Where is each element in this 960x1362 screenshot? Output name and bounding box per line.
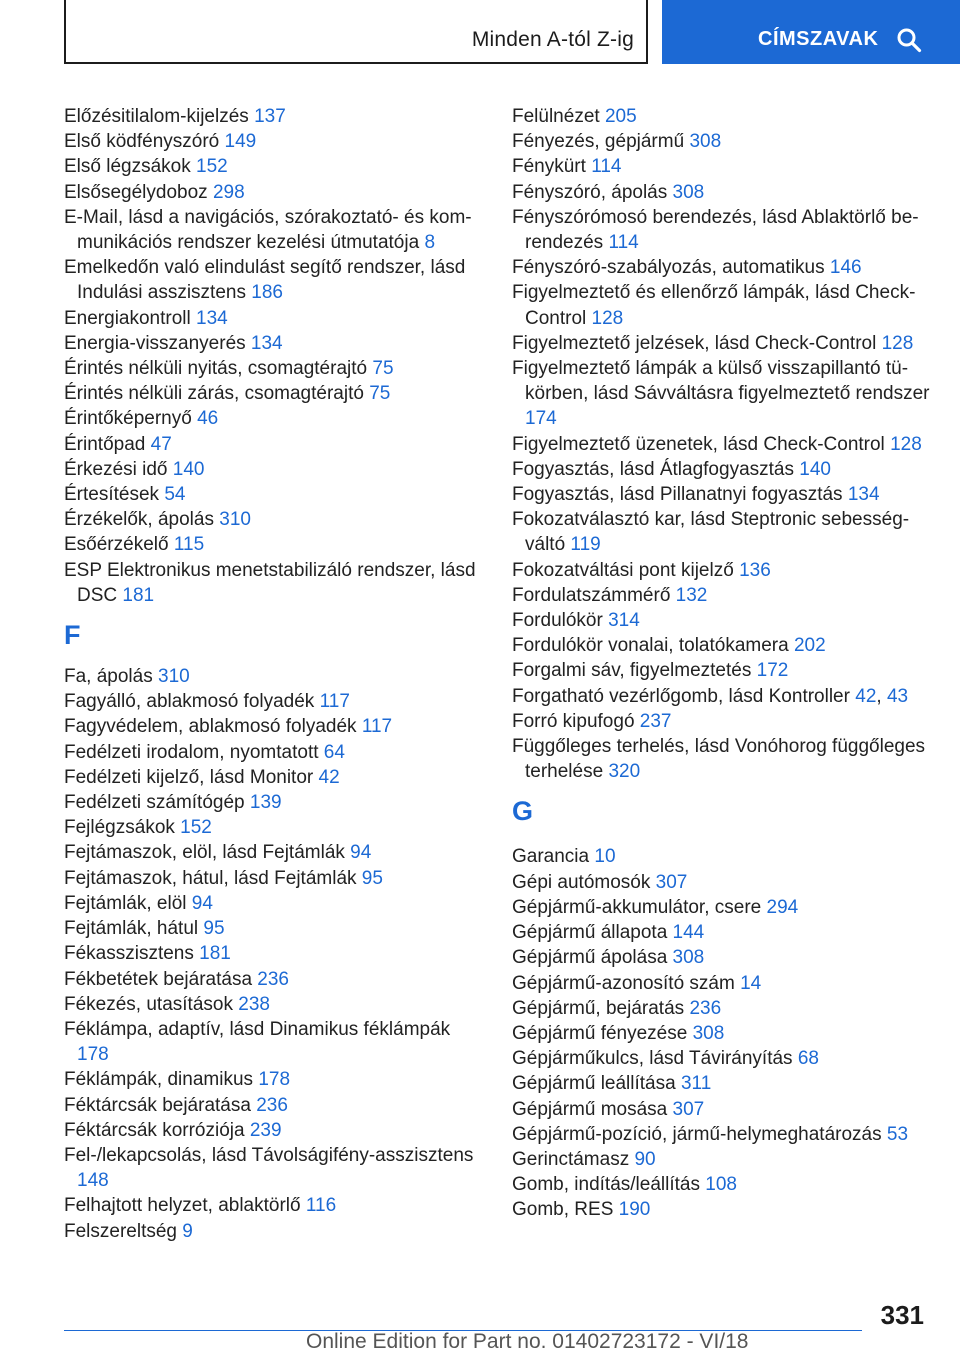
index-entry [64, 356, 484, 381]
page-reference-link[interactable]: 148 [77, 1170, 109, 1192]
index-entry [512, 658, 932, 683]
index-term: Előzésitilalom-kijelzés [64, 106, 249, 127]
index-entry [512, 1071, 932, 1096]
index-entry [512, 180, 932, 205]
index-term: Gépjármű-pozíció, jármű-helymeghatározás [512, 1123, 882, 1145]
page-reference-link[interactable]: 94 [191, 892, 213, 914]
index-entry [512, 432, 932, 457]
index-term: Felhajtott helyzet, ablaktörlő [64, 1195, 301, 1217]
page-reference-link[interactable]: 307 [672, 1098, 705, 1120]
page-reference-link[interactable]: 137 [254, 106, 286, 127]
index-entry [512, 558, 932, 583]
page-reference-link[interactable]: 144 [672, 922, 705, 944]
index-entry [512, 129, 932, 154]
index-entry [512, 608, 932, 633]
index-term: Fejtámlák, elöl [64, 892, 187, 914]
page-reference-link[interactable]: 114 [608, 232, 639, 254]
page-reference-link[interactable]: 238 [238, 993, 270, 1015]
entry-list-f-continued [512, 104, 932, 784]
page-reference-link[interactable]: 237 [639, 710, 672, 732]
index-term: Fékasszisztens [64, 943, 194, 965]
index-term: Fejtámlák, hátul [64, 918, 199, 940]
index-term: Gépjármű ápolása [512, 947, 668, 969]
index-entry: Forgatható vezérlőgomb, lásd Kontroller 42, 43 [512, 685, 909, 707]
index-term: Fel-/lekapcsolás, lásd Távolságifény-asszisztens [64, 1144, 474, 1166]
index-column-left [64, 104, 484, 1244]
index-term: Értesítések [64, 484, 160, 506]
page-reference-link[interactable]: 14 [740, 972, 762, 994]
index-entry [512, 507, 932, 557]
page-reference-link[interactable]: 47 [150, 433, 172, 455]
index-entry [64, 1143, 484, 1193]
page-reference-link[interactable]: 117 [361, 716, 393, 738]
index-term: Figyelmeztető és ellenőrző lámpák, lásd Check-Control [512, 282, 916, 329]
page-reference-link[interactable]: 108 [705, 1174, 737, 1196]
index-term: Fedélzeti kijelző, lásd Monitor [64, 766, 314, 788]
index-entry [64, 992, 484, 1017]
index-entry [64, 1093, 484, 1118]
index-term: Fényszóró-szabályozás, automatikus [512, 257, 825, 279]
index-term: Fényszóró, ápolás [512, 181, 668, 203]
page-reference-link[interactable]: 116 [305, 1195, 337, 1217]
index-entry [64, 104, 484, 129]
index-entry [64, 1017, 484, 1067]
index-entry [64, 154, 484, 179]
index-term: Fokozatváltási pont kijelző [512, 559, 734, 581]
index-term: Fejtámaszok, hátul, lásd Fejtámlák [64, 867, 357, 889]
search-icon[interactable] [896, 27, 922, 53]
index-entry [64, 507, 484, 532]
index-term: Féklámpák, dinamikus [64, 1069, 254, 1091]
index-entry [512, 1122, 932, 1147]
page-reference-link[interactable]: 308 [689, 131, 722, 153]
index-entry [64, 891, 484, 916]
page-reference-link[interactable]: 186 [251, 282, 283, 304]
index-term: Felszereltség [64, 1220, 177, 1242]
index-term: Gépjárműkulcs, lásd Távirányítás [512, 1048, 793, 1070]
page-reference-link[interactable]: 178 [77, 1044, 109, 1066]
index-entry [64, 941, 484, 966]
index-term: Első ködfényszóró [64, 131, 220, 153]
index-entry [512, 104, 932, 129]
page-reference-link[interactable]: 308 [672, 947, 705, 969]
index-term: Első légzsákok [64, 156, 191, 178]
page-reference-link[interactable]: 205 [604, 106, 637, 127]
index-entry [512, 996, 932, 1021]
index-entry [512, 1097, 932, 1122]
index-entry [64, 432, 484, 457]
index-term: Gépjármű, bejáratás [512, 997, 685, 1019]
index-term: Energia-visszanyerés [64, 332, 246, 354]
index-entry [512, 482, 932, 507]
index-term: Fényezés, gépjármű [512, 131, 685, 153]
index-entry [512, 331, 932, 356]
page-reference-link[interactable]: 140 [799, 458, 831, 480]
index-entry [64, 406, 484, 431]
page-reference-link[interactable]: 181 [199, 943, 231, 965]
index-entry [64, 532, 484, 557]
index-term: Figyelmeztető jelzések, lásd Check-Control [512, 332, 877, 354]
index-term: Gépjármű mosása [512, 1098, 668, 1120]
index-term: Fogyasztás, lásd Átlagfogyasztás [512, 458, 794, 480]
page-reference-link[interactable]: 8 [424, 232, 436, 254]
page-reference-link[interactable]: 202 [793, 635, 826, 657]
page-reference-link[interactable]: 239 [249, 1119, 282, 1141]
page-reference-link[interactable]: 95 [203, 918, 225, 940]
page-reference-link[interactable]: 46 [197, 408, 219, 430]
page-reference-link[interactable]: 172 [756, 660, 789, 682]
index-entry [512, 205, 932, 255]
keywords-tab-label: CÍMSZAVAK [758, 28, 879, 50]
page-reference-link[interactable]: 190 [618, 1199, 651, 1221]
index-entry [512, 1197, 932, 1222]
page-reference-link[interactable]: 128 [881, 332, 914, 354]
page-reference-link[interactable]: 174 [525, 408, 557, 430]
page-reference-link[interactable]: 140 [172, 458, 205, 480]
index-term: Felülnézet [512, 106, 600, 127]
index-term: Gépjármű leállítása [512, 1073, 676, 1095]
page-reference-link[interactable]: 95 [361, 867, 383, 889]
page-reference-link[interactable]: 236 [689, 997, 722, 1019]
keywords-tab[interactable] [662, 0, 960, 64]
index-entry [512, 255, 932, 280]
index-entry [64, 1193, 484, 1218]
index-entry [64, 306, 484, 331]
page-reference-link[interactable]: 75 [369, 383, 391, 405]
index-term: Fénykürt [512, 156, 586, 178]
index-term: Gépjármű fényezése [512, 1022, 688, 1044]
index-entry [64, 689, 484, 714]
index-term: Fagyálló, ablakmosó folyadék [64, 691, 315, 713]
page-reference-link[interactable]: 134 [196, 307, 228, 329]
index-entry [64, 866, 484, 891]
index-term: Emelkedőn való elindulást segítő rendszer, lásd Indulási asszisztens [64, 257, 466, 304]
page-reference-link[interactable]: 117 [319, 691, 350, 713]
index-term: Forró kipufogó [512, 710, 635, 732]
index-term: Féktárcsák korróziója [64, 1119, 245, 1141]
page-reference-link[interactable]: 68 [797, 1048, 819, 1070]
page-reference-link[interactable]: 9 [182, 1220, 193, 1242]
index-entry [64, 205, 484, 255]
index-entry [64, 255, 484, 305]
page-reference-link[interactable]: 310 [219, 509, 251, 531]
page-reference-link[interactable]: 114 [591, 156, 622, 178]
index-term: Érzékelők, ápolás [64, 509, 214, 531]
index-term: Fogyasztás, lásd Pillanatnyi fogyasztás [512, 484, 843, 506]
index-entry [64, 1219, 484, 1244]
index-term: Fokozatválasztó kar, lásd Steptronic sebességváltó [512, 509, 910, 556]
index-entry [512, 457, 932, 482]
index-term: Gomb, indítás/leállítás [512, 1174, 700, 1196]
index-entry [512, 1172, 932, 1197]
index-term: Figyelmeztető lámpák a külső visszapillantó tükörben, lásd Sávváltásra figyelmeztető rendszer [512, 358, 930, 405]
page-reference-link[interactable]: 314 [608, 610, 640, 632]
index-term: Energiakontroll [64, 307, 191, 329]
index-entry [64, 331, 484, 356]
index-entry [64, 129, 484, 154]
index-term: Fejtámaszok, elöl, lásd Fejtámlák [64, 842, 345, 864]
index-entry [64, 457, 484, 482]
index-term: Fedélzeti irodalom, nyomtatott [64, 741, 319, 763]
index-term: Érintőpad [64, 433, 146, 455]
section-letter-g: G [512, 796, 534, 827]
index-entry [512, 1021, 932, 1046]
index-term: E-Mail, lásd a navigációs, szórakoztató- és kommunikációs rendszer kezelési útmutatója [64, 206, 472, 254]
index-entry [512, 356, 932, 432]
index-entry [64, 916, 484, 941]
index-entry [512, 971, 932, 996]
index-term: Garancia [512, 846, 590, 868]
index-term: Érintés nélküli nyitás, csomagtérajtó [64, 358, 368, 380]
page-reference-link[interactable]: 94 [350, 842, 372, 864]
page-reference-link[interactable]: 311 [680, 1073, 712, 1095]
edition-footer: Online Edition for Part no. 01402723172 - VI/18 [306, 1330, 749, 1353]
page-reference-link[interactable]: 64 [323, 741, 345, 763]
index-term: Fékezés, utasítások [64, 993, 233, 1015]
index-tab-label: Minden A-tól Z-ig [471, 28, 634, 51]
entry-list-e [64, 104, 484, 608]
page-reference-link[interactable]: 75 [372, 358, 394, 380]
index-entry [64, 765, 484, 790]
page-reference-link[interactable]: 236 [256, 1094, 288, 1116]
page-reference-link[interactable]: 152 [196, 156, 228, 178]
index-term: Figyelmeztető üzenetek, lásd Check-Control [512, 433, 885, 455]
index-tab[interactable] [64, 0, 648, 64]
page-reference-link[interactable]: 308 [692, 1022, 725, 1044]
page-reference-link[interactable]: 308 [672, 181, 705, 203]
page-reference-link[interactable]: 181 [122, 584, 155, 606]
entry-list-g [512, 844, 932, 1222]
index-entry [64, 840, 484, 865]
page-reference-link[interactable]: 236 [257, 968, 289, 990]
page-reference-link[interactable]: 54 [164, 484, 186, 506]
page-reference-link[interactable]: 307 [655, 871, 688, 893]
page-reference-link[interactable]: 178 [258, 1069, 291, 1091]
index-entry [64, 714, 484, 739]
index-term: Fordulókör [512, 610, 603, 632]
page-reference-link[interactable]: 149 [224, 131, 257, 153]
page-reference-link[interactable]: 310 [158, 666, 190, 688]
page-reference-link[interactable]: 136 [739, 559, 771, 581]
index-term: Fényszórómosó berendezés, lásd Ablaktörlő berendezés [512, 206, 919, 254]
page-number: 331 [880, 1300, 924, 1330]
index-term: ESP Elektronikus menetstabilizáló rendszer, lásd DSC [64, 559, 476, 606]
index-entry [64, 558, 484, 608]
index-entry [512, 920, 932, 945]
index-entry [64, 815, 484, 840]
page-reference-link[interactable]: 43 [886, 685, 909, 707]
entry-list-f [64, 664, 484, 1244]
index-entry [64, 967, 484, 992]
index-entry [64, 790, 484, 815]
section-letter-f: F [64, 620, 81, 651]
index-term: Forgalmi sáv, figyelmeztetés [512, 660, 752, 682]
page-reference-link[interactable]: 132 [675, 584, 708, 606]
index-term: Fagyvédelem, ablakmosó folyadék [64, 716, 357, 738]
index-term: Elsősegélydoboz [64, 181, 208, 203]
index-entry [512, 945, 932, 970]
index-entry [64, 482, 484, 507]
index-entry [512, 583, 932, 608]
index-term: Féktárcsák bejáratása [64, 1094, 251, 1116]
index-entry [512, 895, 932, 920]
index-term: Fordulókör vonalai, tolatókamera [512, 635, 789, 657]
index-entry [64, 1118, 484, 1143]
index-term: Gépjármű állapota [512, 922, 668, 944]
index-term: Fordulatszámmérő [512, 584, 671, 606]
index-term: Fa, ápolás [64, 666, 153, 688]
page-reference-link[interactable]: 134 [250, 332, 283, 354]
index-entry [64, 1067, 484, 1092]
index-entry [512, 633, 932, 658]
index-term: Gépi autómosók [512, 871, 651, 893]
page-reference-link[interactable]: 139 [249, 792, 282, 814]
index-column-right [512, 104, 932, 1223]
page-reference-link[interactable]: 294 [766, 896, 799, 918]
page-reference-link[interactable]: 53 [886, 1123, 909, 1145]
page-reference-link[interactable]: 119 [570, 534, 601, 556]
index-term: Függőleges terhelés, lásd Vonóhorog függőleges terhelése [512, 736, 926, 783]
index-entry [512, 154, 932, 179]
index-term: Forgatható vezérlőgomb, lásd Kontroller [512, 685, 850, 707]
page-reference-link[interactable]: 146 [829, 257, 862, 279]
index-entry [512, 1147, 932, 1172]
page-reference-link[interactable]: 152 [180, 817, 212, 839]
index-term: Fékbetétek bejáratása [64, 968, 253, 990]
index-entry [512, 280, 932, 330]
page-reference-link[interactable]: 115 [173, 534, 205, 556]
page-reference-link[interactable]: 90 [634, 1148, 656, 1170]
index-entry [64, 180, 484, 205]
index-term: Érkezési idő [64, 458, 168, 480]
index-entry [512, 709, 932, 734]
index-term: Esőérzékelő [64, 534, 169, 556]
index-term: Érintőképernyő [64, 408, 192, 430]
index-term: Érintés nélküli zárás, csomagtérajtó [64, 383, 364, 405]
page-reference-link[interactable]: 298 [212, 181, 245, 203]
index-term: Fejlégzsákok [64, 817, 175, 839]
page-reference-link[interactable]: 320 [608, 761, 641, 783]
index-term: Gépjármű-azonosító szám [512, 972, 735, 994]
index-term: Gomb, RES [512, 1199, 614, 1221]
index-term: Gépjármű-akkumulátor, csere [512, 896, 762, 918]
page-reference-link[interactable]: 134 [847, 484, 880, 506]
page-reference-link[interactable]: 42 [318, 766, 340, 788]
index-entry [512, 734, 932, 784]
index-term: Gerinctámasz [512, 1148, 630, 1170]
index-entry [512, 844, 932, 869]
index-entry [64, 664, 484, 689]
page-reference-link[interactable]: 128 [890, 433, 922, 455]
index-entry [64, 381, 484, 406]
index-term: Fedélzeti számítógép [64, 792, 245, 814]
index-term: Féklámpa, adaptív, lásd Dinamikus féklámpák [64, 1018, 451, 1040]
index-entry [64, 740, 484, 765]
index-entry [512, 1046, 932, 1071]
index-entry [512, 870, 932, 895]
page-reference-link[interactable]: 128 [591, 307, 624, 329]
page-reference-link[interactable]: 42 [855, 685, 877, 707]
page-reference-link[interactable]: 10 [594, 846, 616, 868]
